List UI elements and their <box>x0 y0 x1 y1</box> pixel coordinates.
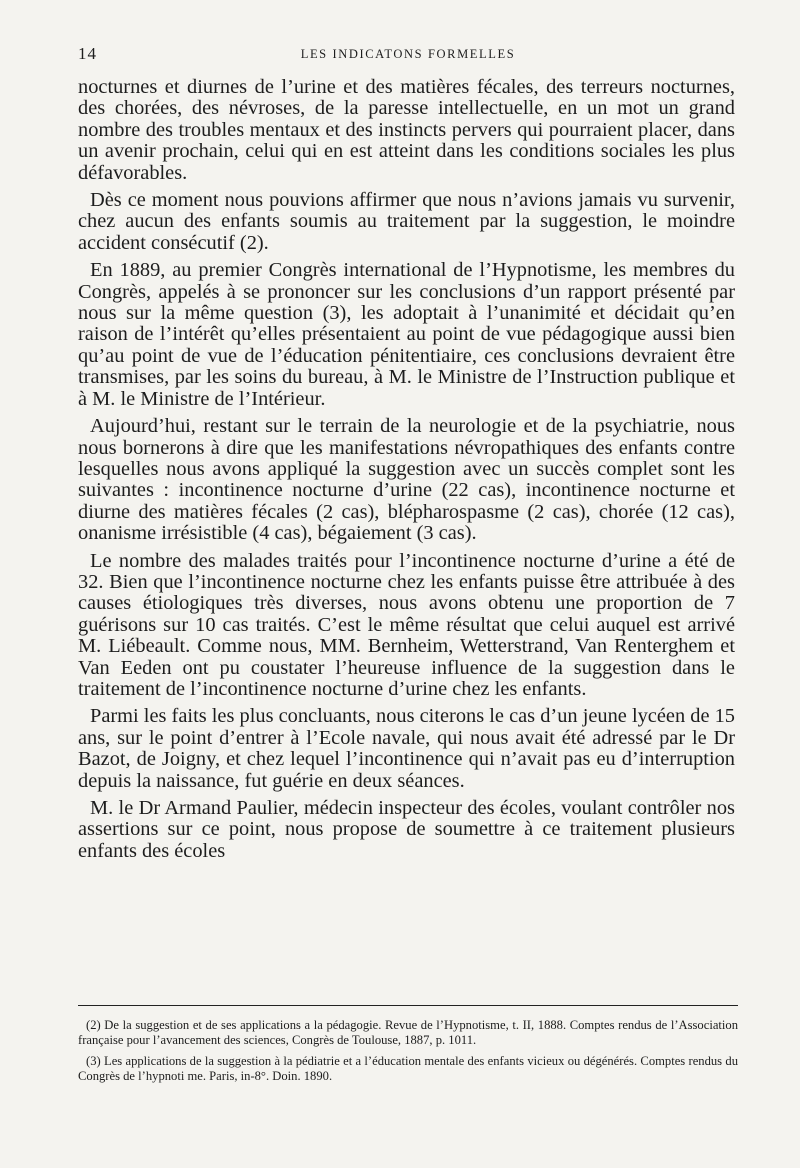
paragraph-3: En 1889, au premier Congrès international de l’Hypnotisme, les membres du Congrès, appelés à se prononcer sur les conclusions d’un rapport présenté par nous sur la même question (3), les adoptait à l’unanimité et décidait qu’en raison de l’intérêt qu’elles présentaient au point de vue pédagogique aussi bien qu’au point de vue de l’éducation pénitentiaire, ces conclusions devraient être transmises, par les soins du bureau, à M. le Ministre de l’Instruction publique et à M. le Ministre de l’Intérieur. <box>78 259 735 410</box>
footnote-divider <box>78 1005 738 1006</box>
paragraph-4: Aujourd’hui, restant sur le terrain de la neurologie et de la psychiatrie, nous nous bornerons à dire que les manifestations névropathiques des enfants contre lesquelles nous avons appliqué la suggestion avec un succès complet sont les suivantes : incontinence nocturne d’urine (22 cas), incontinence nocturne et diurne des matières fécales (2 cas), blépharospasme (2 cas), chorée (12 cas), onanisme irrésistible (4 cas), bégaiement (3 cas). <box>78 415 735 545</box>
footnote-3: (3) Les applications de la suggestion à la pédiatrie et a l’éducation mentale des enfants vicieux ou dégénérés. Comptes rendus du Congrès de l’hypnoti me. Paris, in-8°. Doin. 1890. <box>78 1054 738 1083</box>
paragraph-6: Parmi les faits les plus concluants, nous citerons le cas d’un jeune lycéen de 15 ans, sur le point d’entrer à l’Ecole navale, qui nous avait été adressé par le Dr Bazot, de Joigny, et chez lequel l’incontinence qui n’avait pas eu d’interruption depuis la naissance, fut guérie en deux séances. <box>78 705 735 792</box>
body-text <box>78 77 735 862</box>
page-number: 14 <box>78 44 97 63</box>
page-header <box>78 44 738 64</box>
paragraph-1: nocturnes et diurnes de l’urine et des matières fécales, des terreurs nocturnes, des chorées, des névroses, de la paresse intellectuelle, en un mot un grand nombre des troubles mentaux et des instincts pervers qui pourraient placer, dans un avenir prochain, celui qui en est atteint dans les conditions sociales les plus défavorables. <box>78 76 735 184</box>
paragraph-7: M. le Dr Armand Paulier, médecin inspecteur des écoles, voulant contrôler nos assertions sur ce point, nous propose de soumettre à ce traitement plusieurs enfants des écoles <box>78 797 735 862</box>
running-head: LES INDICATONS FORMELLES <box>300 47 516 61</box>
paragraph-2: Dès ce moment nous pouvions affirmer que nous n’avions jamais vu survenir, chez aucun des enfants soumis au traitement par la suggestion, le moindre accident consécutif (2). <box>78 189 735 254</box>
footnotes <box>78 1018 738 1090</box>
paragraph-5: Le nombre des malades traités pour l’incontinence nocturne d’urine a été de 32. Bien que l’incontinence nocturne chez les enfants puisse être attribuée à des causes étiologiques très diverses, nous avons obtenu une proportion de 7 guérisons sur 10 cas traités. C’est le même résultat que celui auquel est arrivé M. Liébeault. Comme nous, MM. Bernheim, Wetterstrand, Van Renterghem et Van Eeden ont pu coustater l’heureuse influence de la suggestion dans le traitement de l’incontinence nocturne d’urine chez les enfants. <box>78 549 735 700</box>
footnote-2: (2) De la suggestion et de ses applications a la pédagogie. Revue de l’Hypnotisme, t. II, 1888. Comptes rendus de l’Association française pour l’avancement des sciences, Congrès de Toulouse, 1887, p. 1011. <box>78 1018 738 1047</box>
